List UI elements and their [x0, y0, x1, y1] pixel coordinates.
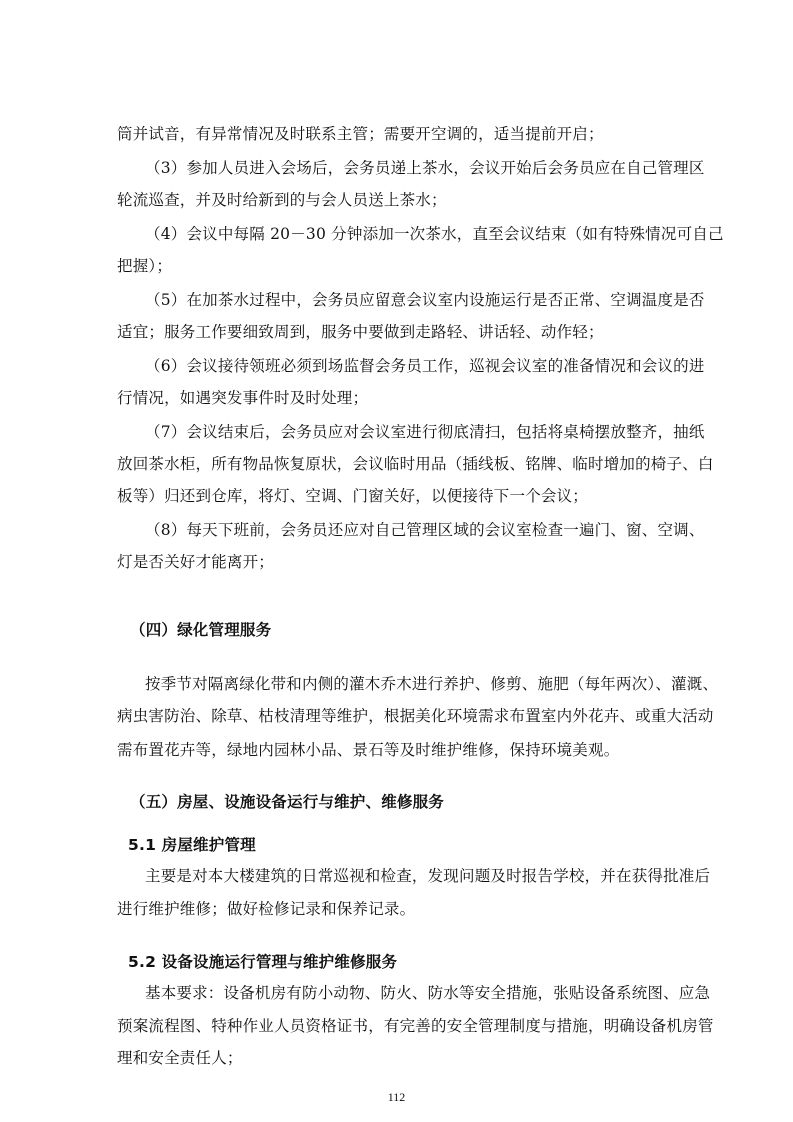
text-line: 放回茶水柜，所有物品恢复原状，会议临时用品（插线板、铭牌、临时增加的椅子、白 — [117, 455, 714, 473]
text-line: 筒并试音，有异常情况及时联系主管；需要开空调的，适当提前开启； — [117, 125, 604, 143]
text-line: 把握）； — [117, 257, 173, 275]
text-line: （3）参加人员进入会场后，会务员递上茶水，会议开始后会务员应在自己管理区 — [145, 159, 705, 177]
text-line: 基本要求：设备机房有防小动物、防火、防水等安全措施，张贴设备系统图、应急 — [145, 984, 711, 1002]
subsection-heading: 5.1 房屋维护管理 — [128, 836, 256, 854]
text-line: 病虫害防治、除草、枯枝清理等维护，根据美化环境需求布置室内外花卉、或重大活动 — [117, 707, 714, 725]
text-line: 轮流巡查，并及时给新到的与会人员送上茶水； — [117, 191, 447, 209]
text-line: （7）会议结束后，会务员应对会议室进行彻底清扫，包括将桌椅摆放整齐，抽纸 — [145, 423, 705, 441]
text-line: 灯是否关好才能离开； — [117, 553, 275, 571]
text-line: 主要是对本大楼建筑的日常巡视和检查，发现问题及时报告学校，并在获得批准后 — [145, 867, 711, 885]
text-line: 行情况，如遇突发事件时及时处理； — [117, 389, 369, 407]
text-line: 板等）归还到仓库，将灯、空调、门窗关好，以便接待下一个会议； — [117, 487, 589, 505]
page-number: 112 — [387, 1090, 406, 1104]
text-line: （6）会议接待领班必须到场监督会务员工作，巡视会议室的准备情况和会议的进 — [145, 357, 705, 375]
text-line: （5）在加茶水过程中，会务员应留意会议室内设施运行是否正常、空调温度是否 — [145, 291, 705, 309]
text-line: 适宜；服务工作要细致周到，服务中要做到走路轻、讲话轻、动作轻； — [117, 323, 604, 341]
section-heading: （五）房屋、设施设备运行与维护、维修服务 — [130, 793, 445, 811]
text-line: （8）每天下班前，会务员还应对自己管理区域的会议室检查一遍门、窗、空调、 — [145, 521, 705, 539]
text-line: 进行维护维修；做好检修记录和保养记录。 — [117, 900, 416, 918]
text-line: （4）会议中每隔 20－30 分钟添加一次茶水，直至会议结束（如有特殊情况可自己 — [145, 225, 724, 243]
text-line: 理和安全责任人； — [117, 1049, 243, 1067]
text-line: 需布置花卉等，绿地内园林小品、景石等及时维护维修，保持环境美观。 — [117, 741, 620, 759]
text-line: 预案流程图、特种作业人员资格证书，有完善的安全管理制度与措施，明确设备机房管 — [117, 1017, 714, 1035]
text-line: 按季节对隔离绿化带和内侧的灌木乔木进行养护、修剪、施肥（每年两次）、灌溉、 — [145, 675, 719, 693]
subsection-heading: 5.2 设备设施运行管理与维护维修服务 — [128, 953, 398, 971]
section-heading: （四）绿化管理服务 — [130, 621, 272, 639]
